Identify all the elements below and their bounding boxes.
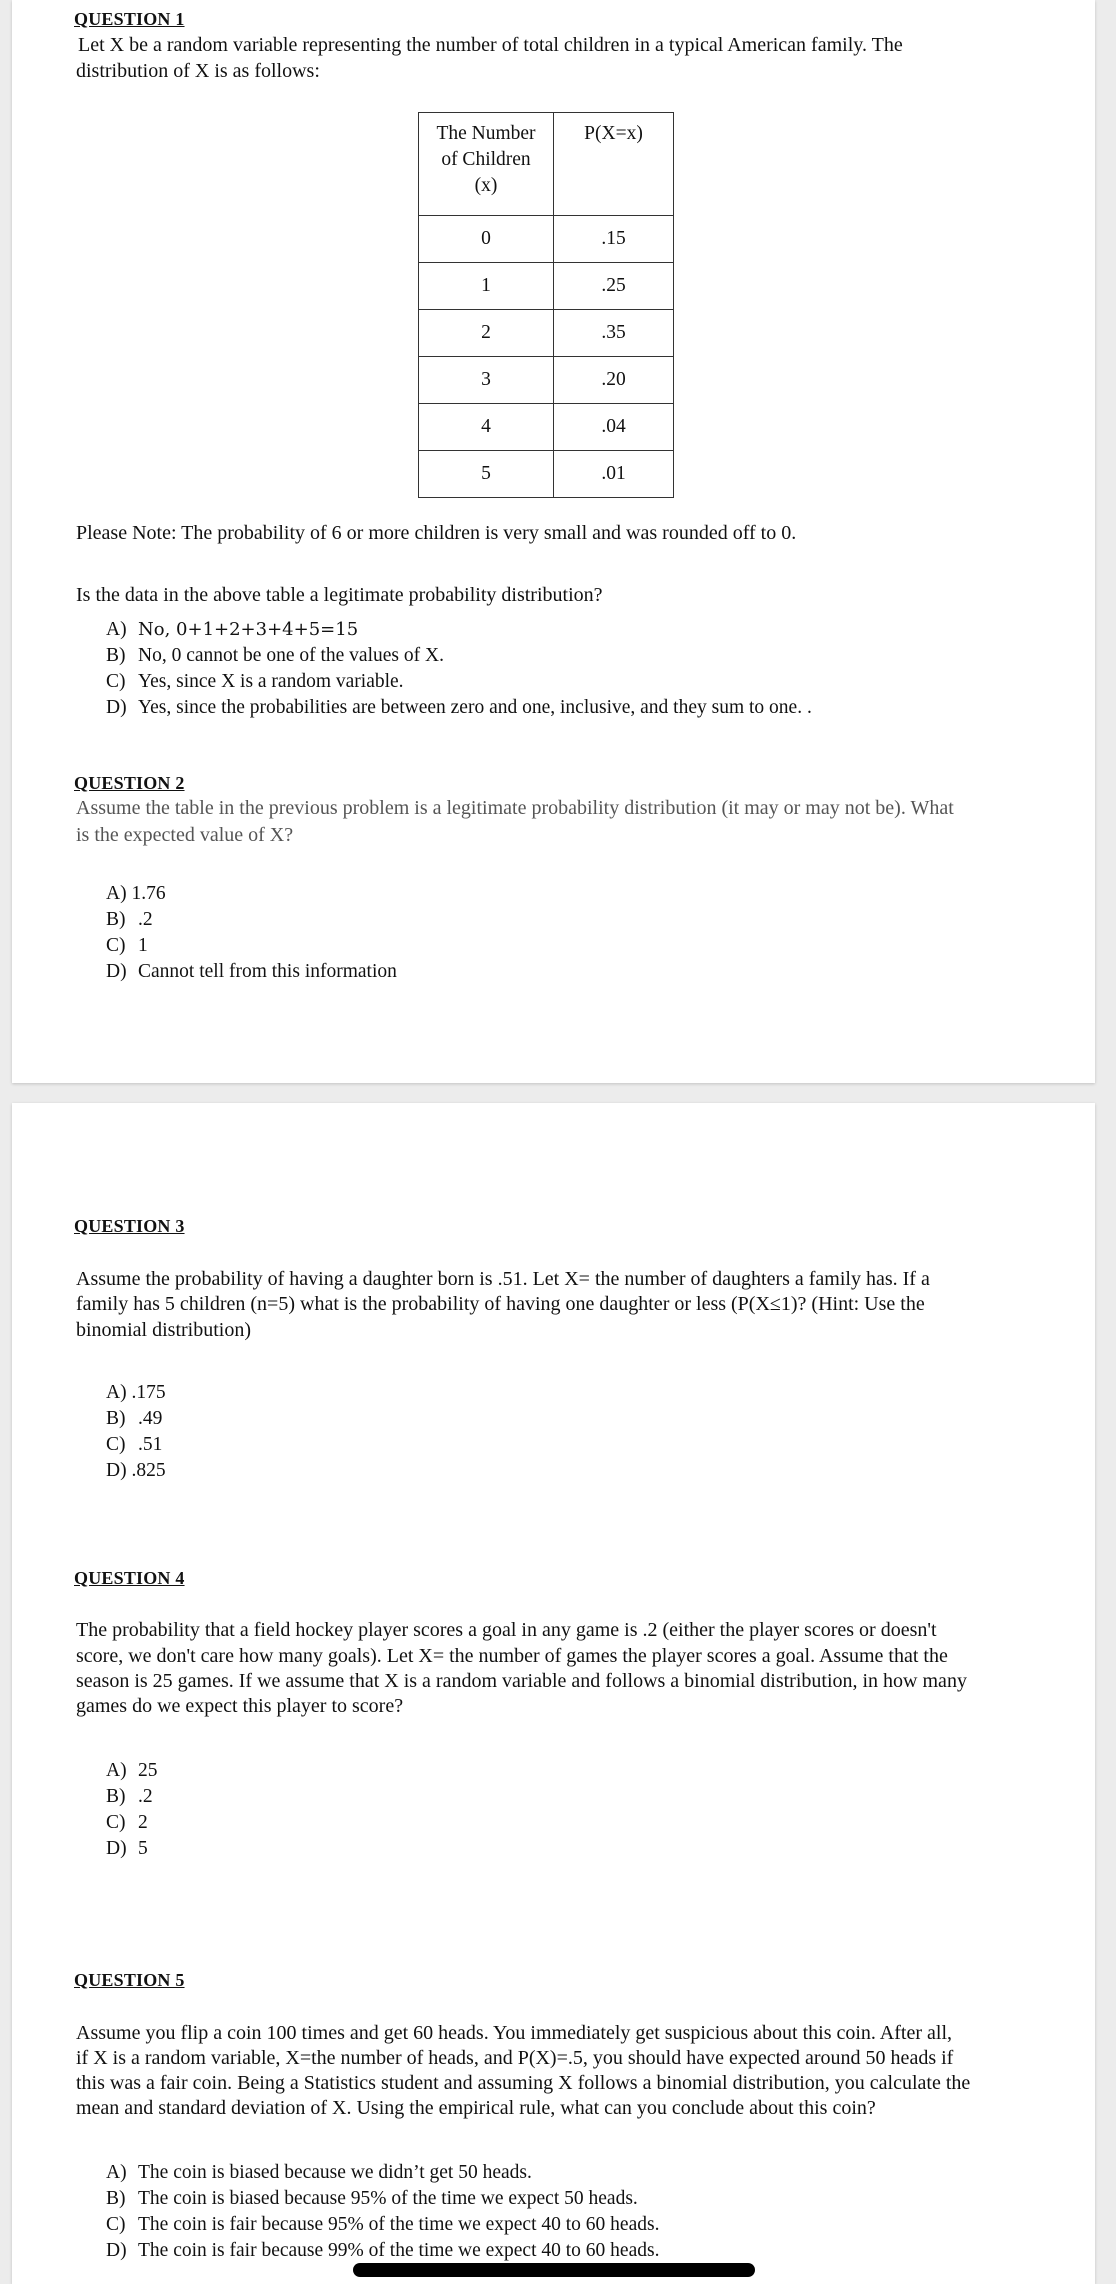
question-2-title: QUESTION 2 [74, 773, 185, 793]
header-number-of-children: The Number of Children (x) [419, 113, 554, 216]
table-cell-x: 2 [419, 310, 554, 357]
question-4-line-4: games do we expect this player to score? [76, 1695, 404, 1717]
table-cell-x: 0 [419, 216, 554, 263]
question-4-line-3: season is 25 games. If we assume that X is a random variable and follows a binomial distribution, in how many [76, 1670, 967, 1692]
question-1-intro-line-1: Let X be a random variable representing the number of total children in a typical American family. The [78, 34, 903, 56]
question-1-option-b: B) No, 0 cannot be one of the values of X. [106, 645, 444, 666]
question-3-option-c: C) .51 [106, 1434, 163, 1455]
table-cell-x: 1 [419, 263, 554, 310]
document-page-2 [12, 1103, 1095, 2284]
question-2-text-line-2: is the expected value of X? [76, 824, 294, 846]
question-2-option-b: B) .2 [106, 909, 153, 930]
table-cell-p: .04 [554, 404, 674, 451]
table-row [419, 216, 674, 263]
table-row [419, 404, 674, 451]
table-cell-p: .15 [554, 216, 674, 263]
question-2-option-c: C) 1 [106, 935, 148, 956]
question-3-line-2: family has 5 children (n=5) what is the probability of having one daughter or less (P(X≤1)? (Hint: Use the [76, 1293, 925, 1315]
table-row [419, 263, 674, 310]
table-row [419, 451, 674, 498]
question-5-option-d: D) The coin is fair because 99% of the time we expect 40 to 60 heads. [106, 2240, 660, 2261]
home-indicator[interactable] [353, 2263, 755, 2277]
question-4-title: QUESTION 4 [74, 1568, 185, 1588]
question-5-line-2: if X is a random variable, X=the number of heads, and P(X)=.5, you should have expected around 50 heads if [76, 2047, 954, 2069]
question-5-option-b: B) The coin is biased because 95% of the time we expect 50 heads. [106, 2188, 638, 2209]
question-5-option-a: A) The coin is biased because we didn’t get 50 heads. [106, 2162, 532, 2183]
question-1-intro-line-2: distribution of X is as follows: [76, 60, 320, 82]
table-row [419, 357, 674, 404]
question-2-option-a: A) 1.76 [106, 883, 166, 904]
question-4-option-c: C) 2 [106, 1812, 148, 1833]
table-header-row [419, 113, 674, 216]
question-2-option-d: D) Cannot tell from this information [106, 961, 397, 982]
question-5-option-c: C) The coin is fair because 95% of the time we expect 40 to 60 heads. [106, 2214, 660, 2235]
question-1-prompt: Is the data in the above table a legitimate probability distribution? [76, 584, 603, 606]
question-5-line-3: this was a fair coin. Being a Statistics student and assuming X follows a binomial distribution, you calculate the [76, 2072, 971, 2094]
question-3-option-a: A) .175 [106, 1382, 166, 1403]
table-cell-x: 3 [419, 357, 554, 404]
question-1-option-a: A) No, 0+1+2+3+4+5=15 [106, 619, 359, 640]
question-3-option-d: D) .825 [106, 1460, 166, 1481]
table-cell-x: 4 [419, 404, 554, 451]
question-3-line-1: Assume the probability of having a daughter born is .51. Let X= the number of daughters a family has. If a [76, 1268, 930, 1290]
document-page-1 [12, 0, 1095, 1083]
question-1-option-d: D) Yes, since the probabilities are between zero and one, inclusive, and they sum to one. . [106, 697, 812, 718]
question-3-option-b: B) .49 [106, 1408, 163, 1429]
table-cell-x: 5 [419, 451, 554, 498]
probability-table [418, 112, 674, 498]
table-cell-p: .35 [554, 310, 674, 357]
question-3-title: QUESTION 3 [74, 1216, 185, 1236]
question-5-line-4: mean and standard deviation of X. Using the empirical rule, what can you conclude about this coin? [76, 2097, 876, 2119]
question-4-line-1: The probability that a field hockey player scores a goal in any game is .2 (either the player scores or doesn't [76, 1619, 937, 1641]
table-cell-p: .25 [554, 263, 674, 310]
question-1-option-c: C) Yes, since X is a random variable. [106, 671, 404, 692]
header-probability: P(X=x) [554, 113, 674, 216]
table-row [419, 310, 674, 357]
question-4-line-2: score, we don't care how many goals). Let X= the number of games the player scores a goal. Assume that the [76, 1645, 948, 1667]
question-5-line-1: Assume you flip a coin 100 times and get 60 heads. You immediately get suspicious about this coin. After all, [76, 2022, 952, 2044]
question-1-note: Please Note: The probability of 6 or more children is very small and was rounded off to 0. [76, 522, 797, 544]
question-4-option-d: D) 5 [106, 1838, 148, 1859]
question-4-option-a: A) 25 [106, 1760, 158, 1781]
question-1-title: QUESTION 1 [74, 9, 185, 29]
question-2-text-line-1: Assume the table in the previous problem is a legitimate probability distribution (it may or may not be). What [76, 797, 954, 819]
question-3-line-3: binomial distribution) [76, 1319, 251, 1341]
question-5-title: QUESTION 5 [74, 1970, 185, 1990]
question-4-option-b: B) .2 [106, 1786, 153, 1807]
table-cell-p: .01 [554, 451, 674, 498]
table-cell-p: .20 [554, 357, 674, 404]
